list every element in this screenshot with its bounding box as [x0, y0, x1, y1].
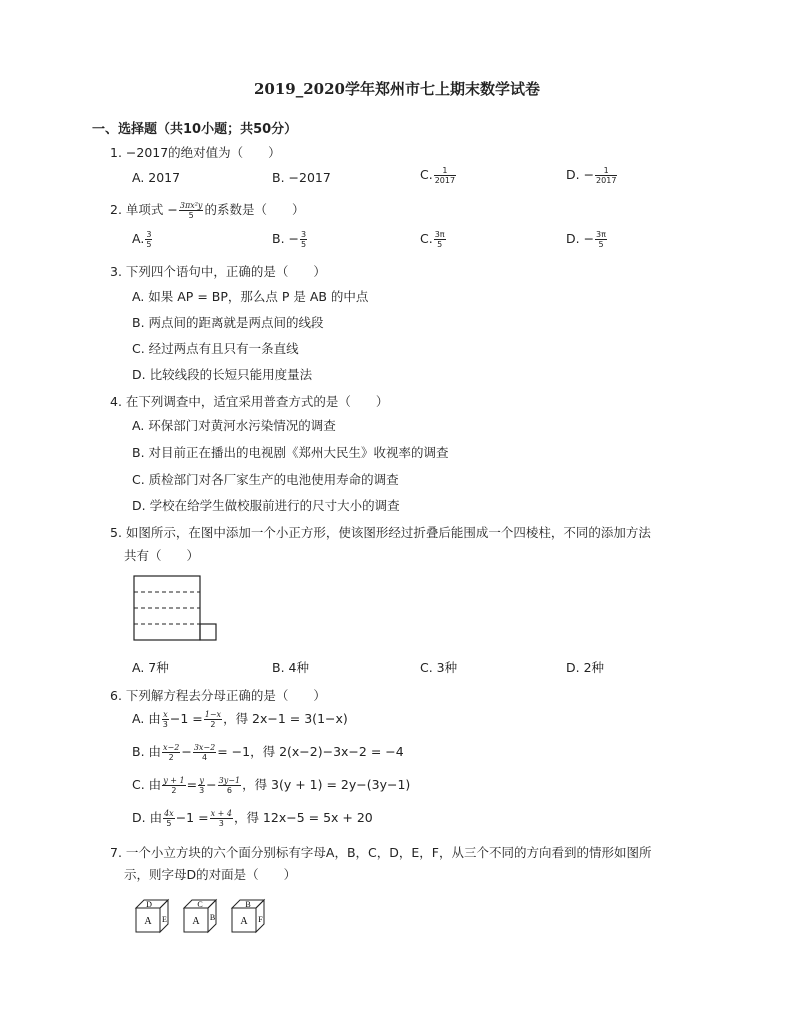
- q6-option-c: C. 由 $\frac{y + 1}{2}$ = $\frac{y}{3}$ − $\frac{3y-1}{6}$ ，得 3(y + 1) = 2y−(3y−1): [132, 776, 411, 795]
- cube-3-front-label: A: [240, 916, 248, 927]
- q2-option-d: D. − $\frac{3\pi}{5}$: [566, 230, 606, 249]
- question-5-stem-line2: 共有（ ）: [124, 548, 200, 563]
- question-2-stem: 2. 单项式 − $\frac{\text{3πx²y}}{5}$ 的系数是（ ）: [110, 201, 305, 220]
- cube-1-front-label: A: [144, 916, 152, 927]
- q3-option-b: B. 两点间的距离就是两点间的线段: [132, 315, 324, 330]
- q1-option-b: B. −2017: [272, 170, 331, 185]
- q5-figure: [132, 574, 222, 644]
- cube-2-front-label: A: [192, 916, 200, 927]
- question-3-stem: 3. 下列四个语句中，正确的是（ ）: [110, 264, 326, 279]
- q1-option-c: C. $\frac{1}{2017}$: [420, 166, 456, 185]
- q5-option-b: B. 4种: [272, 660, 309, 675]
- q4-option-d: D. 学校在给学生做校服前进行的尺寸大小的调查: [132, 498, 400, 513]
- question-1-stem: 1. −2017的绝对值为（ ）: [110, 145, 281, 160]
- question-7-stem-line2: 示，则字母D的对面是（ ）: [124, 867, 297, 882]
- q7-cube-figures: [132, 896, 282, 936]
- q5-option-d: D. 2种: [566, 660, 605, 675]
- q6-option-d: D. 由 $\frac{4x}{5}$ −1 = $\frac{x + 4}{3}$ ，得 12x−5 = 5x + 20: [132, 809, 373, 828]
- q4-option-a: A. 环保部门对黄河水污染情况的调查: [132, 418, 336, 433]
- q6-option-a: A. 由 $\frac{x}{3}$ −1 = $\frac{1-x}{2}$ ，得 2x−1 = 3(1−x): [132, 710, 348, 729]
- cube-1-side-label: E: [162, 915, 167, 924]
- question-5-stem-line1: 5. 如图所示，在图中添加一个小正方形，使该图形经过折叠后能围成一个四棱柱，不同的添加方法: [110, 525, 651, 540]
- cube-3: [232, 900, 264, 932]
- question-7-stem-line1: 7. 一个小立方块的六个面分别标有字母A，B，C，D，E，F，从三个不同的方向看到的情形如图所: [110, 845, 652, 860]
- question-6-stem: 6. 下列解方程去分母正确的是（ ）: [110, 688, 326, 703]
- cube-2-side-label: B: [209, 913, 216, 922]
- q3-option-a: A. 如果 AP = BP，那么点 P 是 AB 的中点: [132, 289, 369, 304]
- q2-option-b: B. − $\frac{3}{5}$: [272, 230, 307, 249]
- cube-1-top-label: D: [146, 900, 152, 909]
- section-heading: 一、选择题（共10小题；共50分）: [92, 122, 298, 137]
- page-title: 2019_2020学年郑州市七上期末数学试卷: [254, 80, 540, 98]
- cube-3-top-label: B: [245, 900, 251, 909]
- q3-option-c: C. 经过两点有且只有一条直线: [132, 341, 299, 356]
- q2-option-c: C. $\frac{3\pi}{5}$: [420, 230, 445, 249]
- question-4-stem: 4. 在下列调查中，适宜采用普查方式的是（ ）: [110, 394, 389, 409]
- q3-option-d: D. 比较线段的长短只能用度量法: [132, 367, 313, 382]
- cube-2: [184, 900, 216, 932]
- q6-option-b: B. 由 $\frac{x-2}{2}$ − $\frac{3x-2}{4}$ = −1，得 2(x−2)−3x−2 = −4: [132, 743, 404, 762]
- cube-3-side-label: F: [258, 915, 263, 924]
- q4-option-b: B. 对目前正在播出的电视剧《郑州大民生》收视率的调查: [132, 445, 449, 460]
- q5-option-c: C. 3种: [420, 660, 458, 675]
- cube-2-top-label: C: [197, 900, 203, 909]
- q1-option-d: D. − $\frac{1}{2017}$: [566, 166, 617, 185]
- q2-option-a: A. $\frac{3}{5}$: [132, 230, 152, 249]
- q4-option-c: C. 质检部门对各厂家生产的电池使用寿命的调查: [132, 472, 399, 487]
- q1-option-a: A. 2017: [132, 170, 181, 185]
- q5-option-a: A. 7种: [132, 660, 169, 675]
- cube-1: [136, 900, 168, 932]
